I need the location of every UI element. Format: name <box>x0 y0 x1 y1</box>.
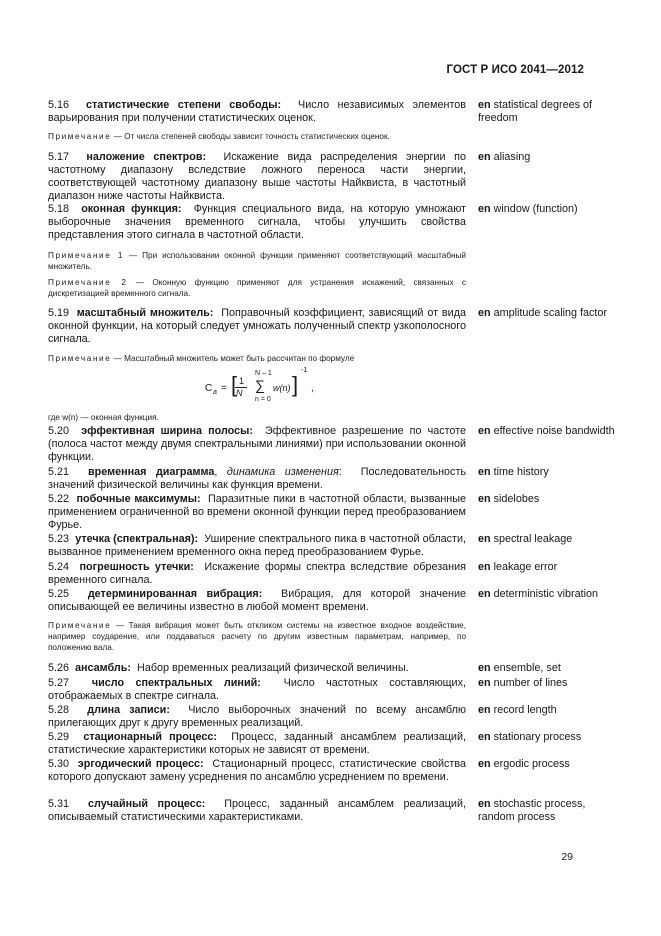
note-5-19: Примечание — Масштабный множитель может быть рассчитан по формуле <box>48 354 355 363</box>
document-id-header: ГОСТ Р ИСО 2041—2012 <box>446 64 584 76</box>
scaling-factor-formula: C a = [ 1 N N – 1 ∑ n = 0 w(n) ] -1 , <box>205 367 314 403</box>
note-5-25: Примечание — Такая вибрация может быть откликом системы на известное входное воздействие, например соударение, или поддаваться расчету по другим известным параметрам, например, по положению вала. <box>48 621 466 652</box>
note-5-18-1: Примечание 1 — При использовании оконной функции применяют соответствующий масштабный множитель. <box>48 251 467 271</box>
page-number: 29 <box>561 851 573 863</box>
note-5-16: Примечание — От числа степеней свободы зависит точность статистических оценок. <box>48 132 390 141</box>
note-5-19-where: где w(n) — оконная функция. <box>48 413 159 422</box>
note-5-18-2: Примечание 2 — Оконную функцию применяют для устранения искажений, связанных с дискретизацией временного сигнала. <box>48 278 467 298</box>
